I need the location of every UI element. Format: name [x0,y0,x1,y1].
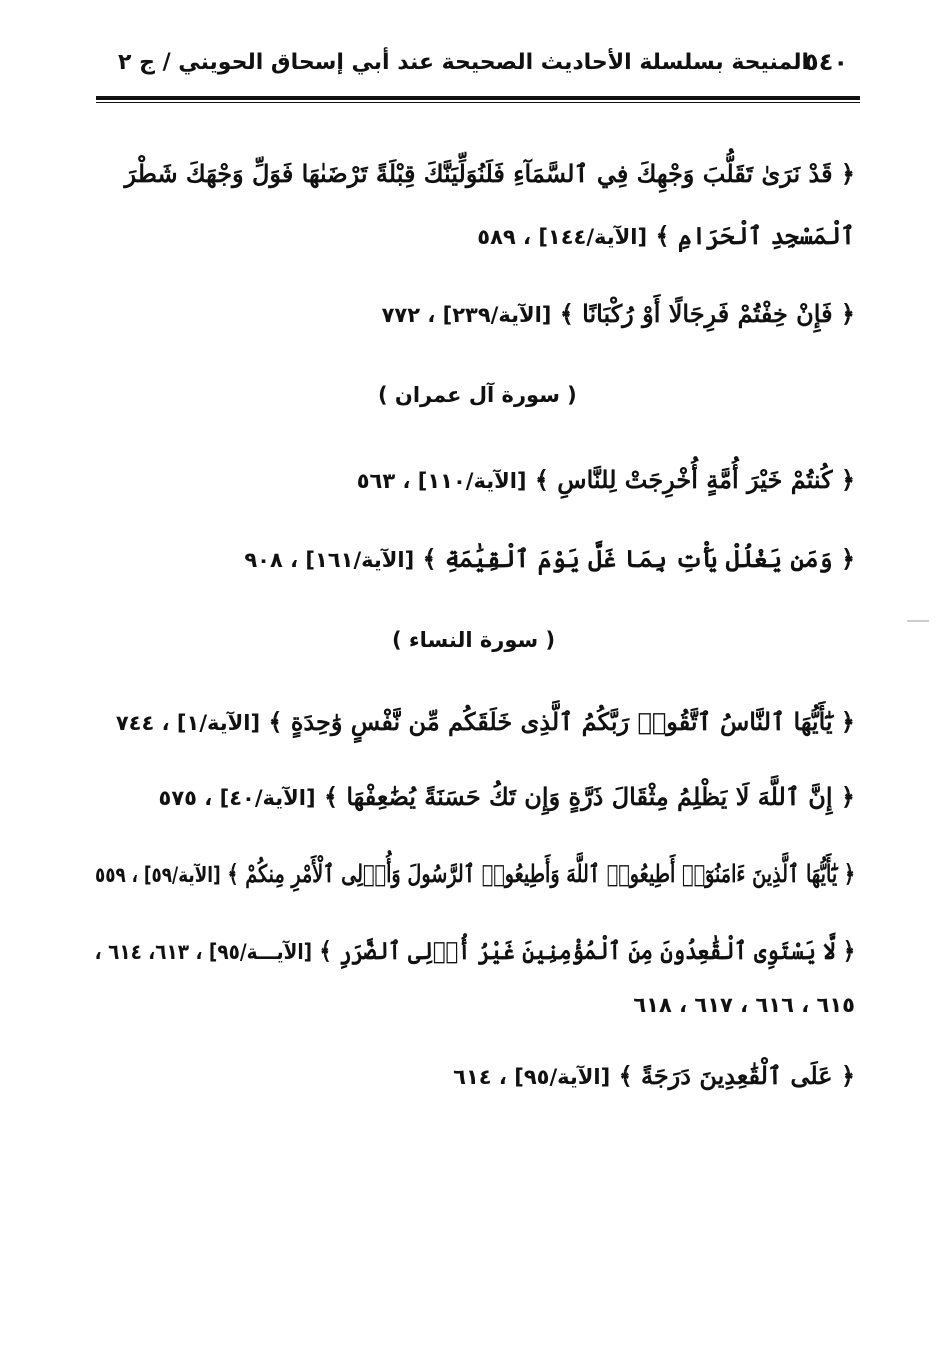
verse-text: ﴿ عَلَى ٱلْقَٰعِدِينَ دَرَجَةً ﴾ [618,1061,855,1090]
verse-line [244,545,855,574]
verse-text: ﴿ لَّا يَسْتَوِى ٱلْقَٰعِدُونَ مِنَ ٱلْمُؤْمِنِينَ غَيْرُ أُو۟لِى ٱلضَّرَرِ ﴾ [319,936,856,965]
verse-reference: [الآية/١٦١] ، ٩٠٨ [244,548,415,572]
verse-reference: [الآية/٤٠] ، ٥٧٥ [158,786,316,810]
scan-margin-mark [907,620,929,622]
verse-line [633,990,855,1019]
running-header [118,48,858,84]
book-title: المنيحة بسلسلة الأحاديث الصحيحة عند أبي إسحاق الحويني / ج ٢ [118,50,810,75]
verse-text: ﴿ قَدْ نَرَىٰ تَقَلُّبَ وَجْهِكَ فِي ٱلسَّمَآءِ فَلَنُوَلِّيَنَّكَ قِبْلَةً تَرْضَىٰهَا فَوَلِّ وَجْهَكَ شَطْرَ [124,159,855,188]
verse-text: ﴿ وَمَن يَغْلُلْ يَأْتِ بِمَا غَلَّ يَوْمَ ٱلْقِيَٰمَةِ ﴾ [422,544,855,573]
verse-text: ﴿ فَإِنْ خِفْتُمْ فَرِجَالًا أَوْ رُكْبَانًا ﴾ [559,299,855,328]
verse-line [382,300,855,329]
verse-line [95,860,855,889]
verse-line [357,466,855,495]
page-number: ٥٤٠ [804,48,848,76]
verse-line [94,937,855,966]
verse-text: ٱلْمَسْجِدِ ٱلْحَرَامِ ﴾ [655,221,855,250]
verse-reference: [الآية/١] ، ٧٤٤ [115,711,261,735]
verse-line [159,783,855,812]
verse-reference: [الآية/١٤٤] ، ٥٨٩ [477,225,648,249]
verse-text: ﴿ كُنتُمْ خَيْرَ أُمَّةٍ أُخْرِجَتْ لِلنَّاسِ ﴾ [534,465,855,494]
verse-line [125,160,855,189]
verse-line [453,1062,855,1091]
surah-heading: ( سورة آل عمران ) [378,383,577,407]
verse-reference: [الآية/٩٥] ، ٦١٤ [453,1065,611,1089]
verse-reference: [الآية/٢٣٩] ، ٧٧٢ [381,303,552,327]
verse-line [116,708,855,737]
verse-text: ﴿ يَٰٓأَيُّهَا ٱلنَّاسُ ٱتَّقُوا۟ رَبَّكُمُ ٱلَّذِى خَلَقَكُم مِّن نَّفْسٍ وَٰحِدَةٍ ﴾ [268,707,855,736]
surah-heading: ( سورة النساء ) [392,628,556,652]
header-rule-thick [96,96,860,100]
header-rule-thin [96,102,860,103]
verse-reference: ٦١٥ ، ٦١٦ ، ٦١٧ ، ٦١٨ [633,993,855,1017]
verse-reference: [الآية/٥٩] ، ٥٥٩ [94,863,221,887]
verse-text: ﴿ يَٰٓأَيُّهَا ٱلَّذِينَ ءَامَنُوٓا۟ أَطِيعُوا۟ ٱللَّهَ وَأَطِيعُوا۟ ٱلرَّسُولَ وَأُو۟لِى ٱلْأَمْرِ مِنكُمْ ﴾ [227,859,855,888]
verse-reference: [الآيـــة/٩٥] ، ٦١٣، ٦١٤ ، [94,940,312,964]
verse-line [477,222,855,251]
verse-reference: [الآية/١١٠] ، ٥٦٣ [356,469,527,493]
verse-text: ﴿ إِنَّ ٱللَّهَ لَا يَظْلِمُ مِثْقَالَ ذَرَّةٍ وَإِن تَكُ حَسَنَةً يُضَٰعِفْهَا ﴾ [323,782,855,811]
